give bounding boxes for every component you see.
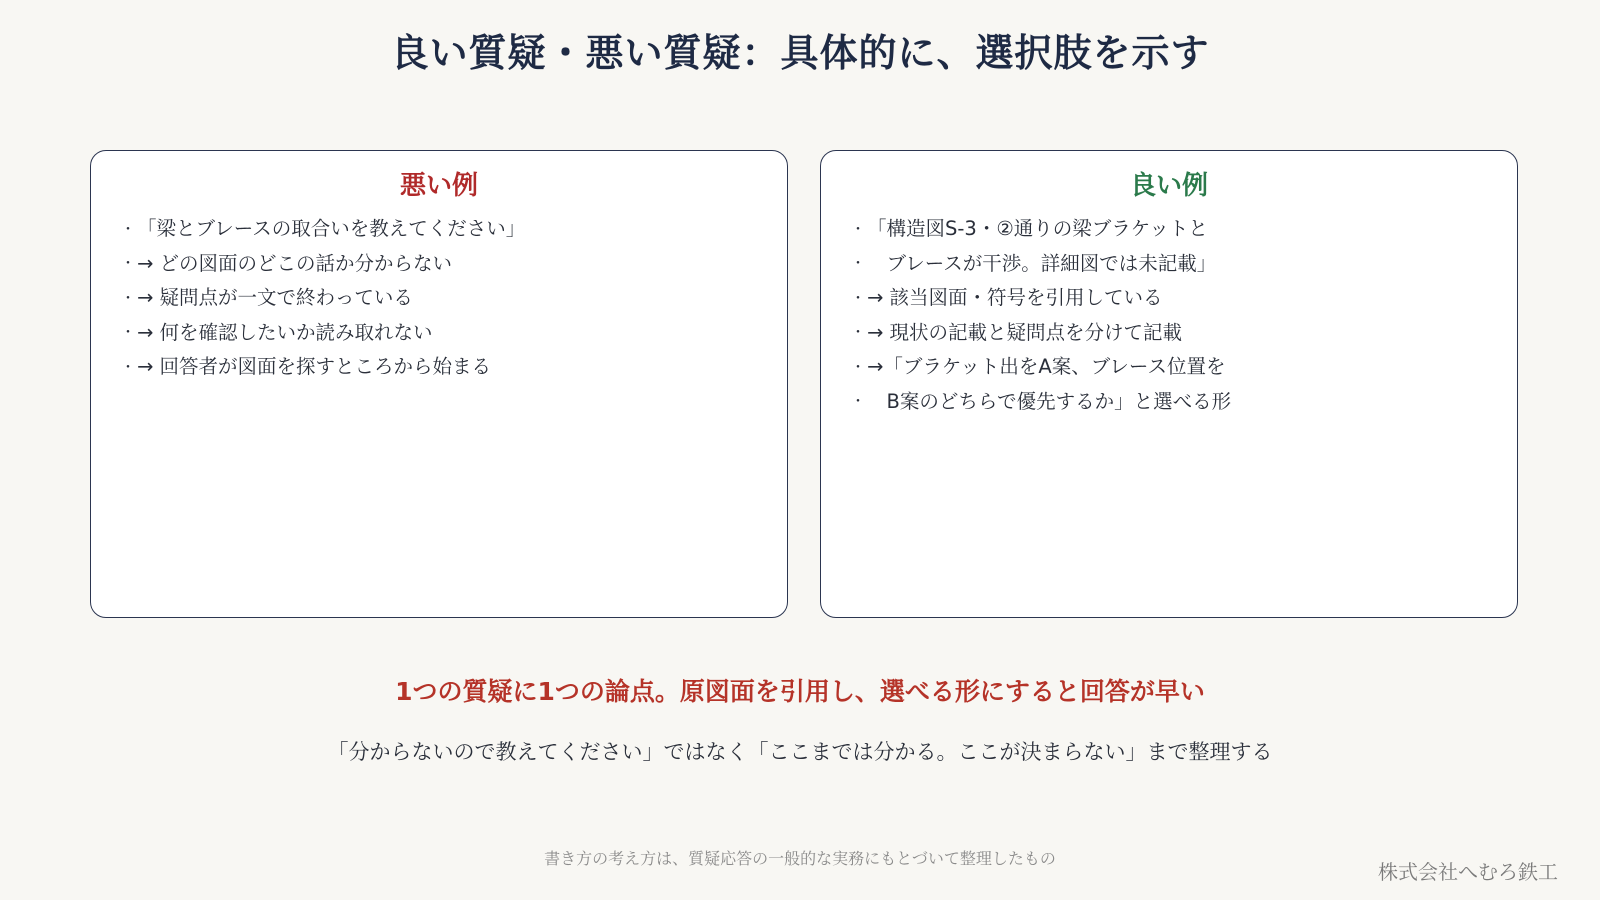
list-item xyxy=(851,247,1517,282)
list-item-text: → 該当図面・符号を引用している xyxy=(867,286,1163,309)
bullet-icon: ・ xyxy=(121,256,135,272)
list-item-text: → 現状の記載と疑問点を分けて記載 xyxy=(867,320,1183,344)
list-item-text: 「梁とブレースの取合いを教えてください」 xyxy=(137,217,526,240)
list-item xyxy=(121,247,787,282)
key-message: 1つの質疑に1つの論点。原図面を引用し、選べる形にすると回答が早い xyxy=(395,677,1205,706)
list-item-text: → どの図面のどこの話か分からない xyxy=(137,251,453,275)
bad-example-panel xyxy=(90,150,788,618)
bad-example-list xyxy=(91,212,787,385)
list-item xyxy=(851,350,1517,385)
list-item-text: ブレースが干渉。詳細図では未記載」 xyxy=(867,251,1217,275)
footnote: 書き方の考え方は、質疑応答の一般的な実務にもとづいて整理したもの xyxy=(544,849,1056,868)
list-item xyxy=(121,350,787,385)
list-item xyxy=(851,316,1517,351)
good-example-list xyxy=(821,212,1517,419)
list-item xyxy=(851,212,1517,247)
sub-message: 「分からないので教えてください」ではなく「ここまでは分かる。ここが決まらない」まで整理する xyxy=(327,740,1273,764)
bullet-icon: ・ xyxy=(851,256,865,272)
list-item-text: → 回答者が図面を探すところから始まる xyxy=(137,355,492,378)
bullet-icon: ・ xyxy=(851,394,865,410)
list-item xyxy=(121,281,787,316)
list-item xyxy=(851,385,1517,420)
bullet-icon: ・ xyxy=(851,359,865,376)
bullet-icon: ・ xyxy=(851,221,865,238)
list-item-text: 「構造図S-3・②通りの梁ブラケットと xyxy=(867,217,1208,240)
bullet-icon: ・ xyxy=(121,325,135,341)
bullet-icon: ・ xyxy=(121,359,135,376)
list-item xyxy=(121,316,787,351)
bullet-icon: ・ xyxy=(851,325,865,341)
good-example-heading: 良い例 xyxy=(1129,171,1208,201)
list-item-text: B案のどちらで優先するか」と選べる形 xyxy=(867,389,1232,413)
bullet-icon: ・ xyxy=(121,290,135,307)
list-item xyxy=(851,281,1517,316)
list-item-text: →「ブラケット出をA案、ブレース位置を xyxy=(867,355,1226,378)
list-item-text: → 疑問点が一文で終わっている xyxy=(137,286,413,309)
good-example-panel xyxy=(820,150,1518,618)
bullet-icon: ・ xyxy=(851,290,865,307)
company-name: 株式会社へむろ鉄工 xyxy=(1378,860,1558,884)
list-item-text: → 何を確認したいか読み取れない xyxy=(137,320,433,344)
slide-title: 良い質疑・悪い質疑：具体的に、選択肢を示す xyxy=(390,31,1210,75)
bullet-icon: ・ xyxy=(121,221,135,238)
list-item xyxy=(121,212,787,247)
bad-example-heading: 悪い例 xyxy=(399,171,478,201)
